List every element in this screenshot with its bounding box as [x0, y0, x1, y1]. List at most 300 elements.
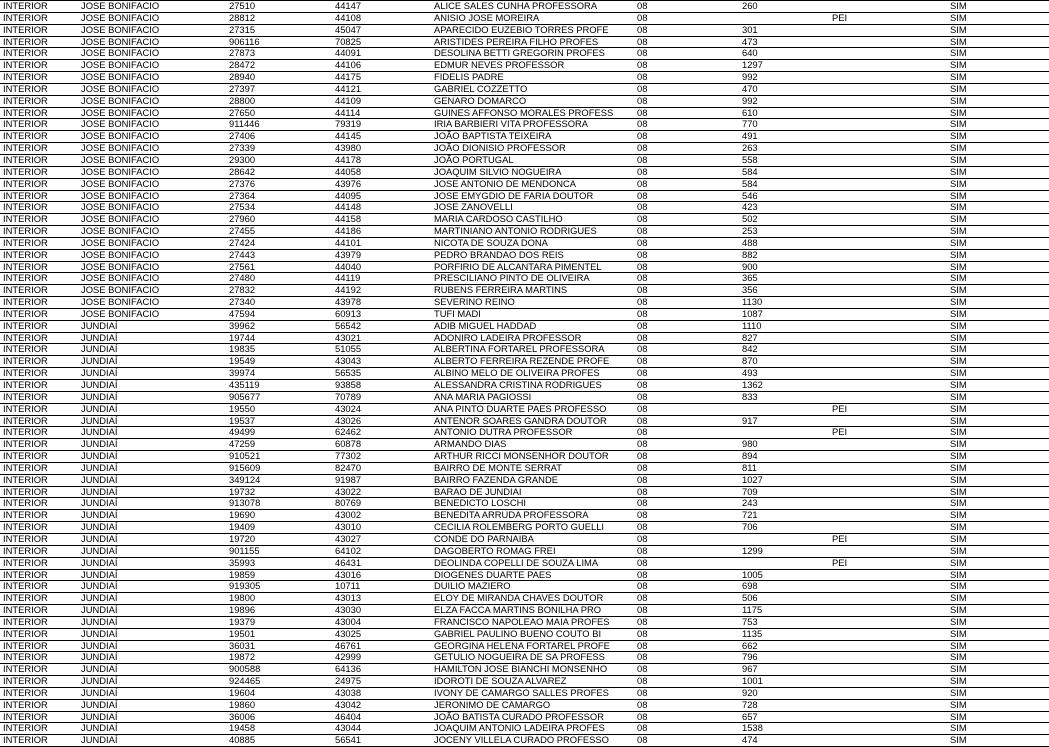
quantidade-cell: [739, 533, 829, 545]
codigo-cell: 44109: [332, 95, 431, 107]
municipio-cell: JUNDIAÍ: [78, 344, 226, 356]
status-cell: SIM: [947, 664, 1049, 676]
quantidade-cell: 1538: [739, 723, 829, 735]
quantidade-cell: 811: [739, 462, 829, 474]
status-cell: SIM: [947, 107, 1049, 119]
diretoria-cell: INTERIOR: [0, 24, 78, 36]
quantidade-cell: 584: [739, 166, 829, 178]
diretoria-cell: INTERIOR: [0, 533, 78, 545]
table-row: [0, 391, 1049, 403]
status-cell: SIM: [947, 36, 1049, 48]
quantidade-cell: 1110: [739, 320, 829, 332]
table-row: [0, 652, 1049, 664]
table-row: [0, 593, 1049, 605]
pei-cell: [829, 605, 947, 617]
escola-cell: BENEDICTO LOSCHI: [431, 498, 634, 510]
diretoria-cell: INTERIOR: [0, 344, 78, 356]
codigo-cell: 56535: [332, 368, 431, 380]
codigo-cell: 46404: [332, 711, 431, 723]
municipio-cell: JUNDIAÍ: [78, 640, 226, 652]
status-cell: SIM: [947, 202, 1049, 214]
escola-cell: JOCENY VILLELA CURADO PROFESSO: [431, 735, 634, 747]
table-row: [0, 190, 1049, 202]
table-row: [0, 12, 1049, 24]
codigo-cell: 28642: [226, 166, 332, 178]
diretoria-cell: INTERIOR: [0, 249, 78, 261]
numero-cell: 08: [634, 522, 739, 534]
pei-cell: [829, 581, 947, 593]
municipio-cell: JUNDIAÍ: [78, 545, 226, 557]
quantidade-cell: 488: [739, 237, 829, 249]
escola-cell: ALBERTO FERREIRA REZENDE PROFE: [431, 356, 634, 368]
pei-cell: [829, 72, 947, 84]
table-row: [0, 154, 1049, 166]
diretoria-cell: INTERIOR: [0, 368, 78, 380]
codigo-cell: 44114: [332, 107, 431, 119]
quantidade-cell: 356: [739, 285, 829, 297]
codigo-cell: 905677: [226, 391, 332, 403]
municipio-cell: JOSE BONIFACIO: [78, 1, 226, 13]
table-row: [0, 237, 1049, 249]
codigo-cell: 47259: [226, 439, 332, 451]
codigo-cell: 60878: [332, 439, 431, 451]
status-cell: SIM: [947, 83, 1049, 95]
status-cell: SIM: [947, 178, 1049, 190]
quantidade-cell: 301: [739, 24, 829, 36]
pei-cell: [829, 214, 947, 226]
codigo-cell: 27406: [226, 131, 332, 143]
escola-cell: JOÃO BAPTISTA TEIXEIRA: [431, 131, 634, 143]
table-row: [0, 344, 1049, 356]
table-row: [0, 226, 1049, 238]
status-cell: SIM: [947, 72, 1049, 84]
escola-cell: ADIB MIGUEL HADDAD: [431, 320, 634, 332]
codigo-cell: 19549: [226, 356, 332, 368]
status-cell: SIM: [947, 486, 1049, 498]
diretoria-cell: INTERIOR: [0, 226, 78, 238]
quantidade-cell: 470: [739, 83, 829, 95]
codigo-cell: 43043: [332, 356, 431, 368]
diretoria-cell: INTERIOR: [0, 332, 78, 344]
codigo-cell: 900588: [226, 664, 332, 676]
codigo-cell: 27480: [226, 273, 332, 285]
table-row: [0, 1, 1049, 13]
pei-cell: [829, 687, 947, 699]
codigo-cell: 19800: [226, 593, 332, 605]
status-cell: SIM: [947, 131, 1049, 143]
codigo-cell: 906116: [226, 36, 332, 48]
quantidade-cell: 967: [739, 664, 829, 676]
quantidade-cell: 474: [739, 735, 829, 747]
diretoria-cell: INTERIOR: [0, 403, 78, 415]
escola-cell: IRIA BARBIERI VITA PROFESSORA: [431, 119, 634, 131]
codigo-cell: 27424: [226, 237, 332, 249]
table-row: [0, 415, 1049, 427]
diretoria-cell: INTERIOR: [0, 178, 78, 190]
pei-cell: [829, 178, 947, 190]
escola-cell: ADONIRO LADEIRA PROFESSOR: [431, 332, 634, 344]
codigo-cell: 45047: [332, 24, 431, 36]
escola-cell: MARTINIANO ANTONIO RODRIGUES: [431, 226, 634, 238]
codigo-cell: 27339: [226, 143, 332, 155]
codigo-cell: 27650: [226, 107, 332, 119]
table-row: [0, 711, 1049, 723]
escola-cell: JOÃO DIONISIO PROFESSOR: [431, 143, 634, 155]
escola-cell: BAIRRO DE MONTE SERRAT: [431, 462, 634, 474]
table-row: [0, 166, 1049, 178]
codigo-cell: 44091: [332, 48, 431, 60]
escola-cell: HAMILTON JOSE BIANCHI MONSENHO: [431, 664, 634, 676]
escola-cell: PRESCILIANO PINTO DE OLIVEIRA: [431, 273, 634, 285]
codigo-cell: 27443: [226, 249, 332, 261]
table-row: [0, 451, 1049, 463]
escola-cell: DUILIO MAZIERO: [431, 581, 634, 593]
codigo-cell: 44095: [332, 190, 431, 202]
codigo-cell: 27832: [226, 285, 332, 297]
codigo-cell: 36006: [226, 711, 332, 723]
numero-cell: 08: [634, 498, 739, 510]
codigo-cell: 43010: [332, 522, 431, 534]
municipio-cell: JUNDIAÍ: [78, 522, 226, 534]
status-cell: SIM: [947, 687, 1049, 699]
diretoria-cell: INTERIOR: [0, 12, 78, 24]
escola-cell: DIOGENES DUARTE PAES: [431, 569, 634, 581]
codigo-cell: 43022: [332, 486, 431, 498]
escola-cell: JOAQUIM ANTONIO LADEIRA PROFES: [431, 723, 634, 735]
codigo-cell: 44178: [332, 154, 431, 166]
codigo-cell: 19501: [226, 628, 332, 640]
diretoria-cell: INTERIOR: [0, 261, 78, 273]
codigo-cell: 27960: [226, 214, 332, 226]
codigo-cell: 44145: [332, 131, 431, 143]
codigo-cell: 51055: [332, 344, 431, 356]
codigo-cell: 43980: [332, 143, 431, 155]
numero-cell: 08: [634, 510, 739, 522]
codigo-cell: 62462: [332, 427, 431, 439]
numero-cell: 08: [634, 95, 739, 107]
codigo-cell: 27561: [226, 261, 332, 273]
numero-cell: 08: [634, 368, 739, 380]
pei-cell: [829, 391, 947, 403]
escola-cell: JOSE EMYGDIO DE FARIA DOUTOR: [431, 190, 634, 202]
municipio-cell: JOSE BONIFACIO: [78, 154, 226, 166]
table-row: [0, 202, 1049, 214]
diretoria-cell: INTERIOR: [0, 356, 78, 368]
escola-cell: TUFI MADI: [431, 308, 634, 320]
diretoria-cell: INTERIOR: [0, 557, 78, 569]
municipio-cell: JOSE BONIFACIO: [78, 166, 226, 178]
pei-cell: [829, 344, 947, 356]
codigo-cell: 44119: [332, 273, 431, 285]
codigo-cell: 43979: [332, 249, 431, 261]
quantidade-cell: 1297: [739, 60, 829, 72]
diretoria-cell: INTERIOR: [0, 462, 78, 474]
pei-cell: [829, 474, 947, 486]
escola-cell: IVONY DE CAMARGO SALLES PROFES: [431, 687, 634, 699]
escola-cell: MARIA CARDOSO CASTILHO: [431, 214, 634, 226]
quantidade-cell: 558: [739, 154, 829, 166]
codigo-cell: 19537: [226, 415, 332, 427]
numero-cell: 08: [634, 202, 739, 214]
pei-cell: PEI: [829, 12, 947, 24]
status-cell: SIM: [947, 427, 1049, 439]
diretoria-cell: INTERIOR: [0, 486, 78, 498]
quantidade-cell: 920: [739, 687, 829, 699]
diretoria-cell: INTERIOR: [0, 119, 78, 131]
diretoria-cell: INTERIOR: [0, 699, 78, 711]
municipio-cell: JOSE BONIFACIO: [78, 83, 226, 95]
numero-cell: 08: [634, 545, 739, 557]
status-cell: SIM: [947, 545, 1049, 557]
escola-cell: PORFIRIO DE ALCANTARA PIMENTEL: [431, 261, 634, 273]
codigo-cell: 44058: [332, 166, 431, 178]
codigo-cell: 91987: [332, 474, 431, 486]
codigo-cell: 349124: [226, 474, 332, 486]
quantidade-cell: [739, 12, 829, 24]
table-row: [0, 533, 1049, 545]
table-row: [0, 403, 1049, 415]
codigo-cell: 924465: [226, 676, 332, 688]
table-row: [0, 640, 1049, 652]
escola-cell: ANTENOR SOARES GANDRA DOUTOR: [431, 415, 634, 427]
codigo-cell: 27873: [226, 48, 332, 60]
diretoria-cell: INTERIOR: [0, 522, 78, 534]
status-cell: SIM: [947, 474, 1049, 486]
diretoria-cell: INTERIOR: [0, 676, 78, 688]
codigo-cell: 19896: [226, 605, 332, 617]
quantidade-cell: 260: [739, 1, 829, 13]
pei-cell: [829, 723, 947, 735]
escola-cell: CONDE DO PARNAIBA: [431, 533, 634, 545]
diretoria-cell: INTERIOR: [0, 474, 78, 486]
diretoria-cell: INTERIOR: [0, 83, 78, 95]
codigo-cell: 43044: [332, 723, 431, 735]
municipio-cell: JOSE BONIFACIO: [78, 261, 226, 273]
status-cell: SIM: [947, 166, 1049, 178]
numero-cell: 08: [634, 166, 739, 178]
diretoria-cell: INTERIOR: [0, 190, 78, 202]
table-row: [0, 214, 1049, 226]
municipio-cell: JUNDIAÍ: [78, 498, 226, 510]
diretoria-cell: INTERIOR: [0, 273, 78, 285]
table-row: [0, 24, 1049, 36]
quantidade-cell: 502: [739, 214, 829, 226]
quantidade-cell: 770: [739, 119, 829, 131]
codigo-cell: 43021: [332, 332, 431, 344]
codigo-cell: 43013: [332, 593, 431, 605]
municipio-cell: JOSE BONIFACIO: [78, 237, 226, 249]
municipio-cell: JOSE BONIFACIO: [78, 119, 226, 131]
escola-cell: PEDRO BRANDAO DOS REIS: [431, 249, 634, 261]
codigo-cell: 80769: [332, 498, 431, 510]
table-row: [0, 83, 1049, 95]
codigo-cell: 19690: [226, 510, 332, 522]
quantidade-cell: 842: [739, 344, 829, 356]
numero-cell: 08: [634, 652, 739, 664]
codigo-cell: 43042: [332, 699, 431, 711]
diretoria-cell: INTERIOR: [0, 723, 78, 735]
codigo-cell: 910521: [226, 451, 332, 463]
table-row: [0, 664, 1049, 676]
numero-cell: 08: [634, 24, 739, 36]
municipio-cell: JUNDIAÍ: [78, 676, 226, 688]
escola-cell: FIDELIS PADRE: [431, 72, 634, 84]
status-cell: SIM: [947, 320, 1049, 332]
status-cell: SIM: [947, 190, 1049, 202]
status-cell: SIM: [947, 48, 1049, 60]
municipio-cell: JUNDIAÍ: [78, 593, 226, 605]
pei-cell: [829, 308, 947, 320]
quantidade-cell: 253: [739, 226, 829, 238]
quantidade-cell: [739, 557, 829, 569]
diretoria-cell: INTERIOR: [0, 48, 78, 60]
quantidade-cell: 833: [739, 391, 829, 403]
quantidade-cell: 365: [739, 273, 829, 285]
table-row: [0, 474, 1049, 486]
numero-cell: 08: [634, 533, 739, 545]
pei-cell: [829, 166, 947, 178]
numero-cell: 08: [634, 178, 739, 190]
quantidade-cell: 1362: [739, 380, 829, 392]
table-row: [0, 486, 1049, 498]
escola-cell: BENEDITA ARRUDA PROFESSORA: [431, 510, 634, 522]
escola-cell: JOÃO BATISTA CURADO PROFESSOR: [431, 711, 634, 723]
codigo-cell: 39962: [226, 320, 332, 332]
municipio-cell: JOSE BONIFACIO: [78, 48, 226, 60]
table-row: [0, 356, 1049, 368]
codigo-cell: 913078: [226, 498, 332, 510]
pei-cell: PEI: [829, 403, 947, 415]
escola-cell: GEORGINA HELENA FORTAREL PROFE: [431, 640, 634, 652]
table-row: [0, 320, 1049, 332]
municipio-cell: JUNDIAÍ: [78, 557, 226, 569]
escola-cell: ELZA FACCA MARTINS BONILHA PRO: [431, 605, 634, 617]
municipio-cell: JUNDIAÍ: [78, 687, 226, 699]
municipio-cell: JUNDIAÍ: [78, 581, 226, 593]
numero-cell: 08: [634, 226, 739, 238]
escola-cell: ARTHUR RICCI MONSENHOR DOUTOR: [431, 451, 634, 463]
codigo-cell: 44175: [332, 72, 431, 84]
pei-cell: [829, 664, 947, 676]
quantidade-cell: 827: [739, 332, 829, 344]
diretoria-cell: INTERIOR: [0, 214, 78, 226]
codigo-cell: 43038: [332, 687, 431, 699]
codigo-cell: 19835: [226, 344, 332, 356]
pei-cell: [829, 261, 947, 273]
status-cell: SIM: [947, 605, 1049, 617]
pei-cell: [829, 652, 947, 664]
status-cell: SIM: [947, 214, 1049, 226]
table-row: [0, 427, 1049, 439]
pei-cell: [829, 83, 947, 95]
pei-cell: [829, 545, 947, 557]
municipio-cell: JUNDIAÍ: [78, 569, 226, 581]
pei-cell: [829, 154, 947, 166]
numero-cell: 08: [634, 723, 739, 735]
pei-cell: [829, 24, 947, 36]
codigo-cell: 35993: [226, 557, 332, 569]
status-cell: SIM: [947, 415, 1049, 427]
numero-cell: 08: [634, 285, 739, 297]
quantidade-cell: 753: [739, 616, 829, 628]
municipio-cell: JUNDIAÍ: [78, 486, 226, 498]
status-cell: SIM: [947, 616, 1049, 628]
codigo-cell: 40885: [226, 735, 332, 747]
diretoria-cell: INTERIOR: [0, 415, 78, 427]
quantidade-cell: 506: [739, 593, 829, 605]
status-cell: SIM: [947, 95, 1049, 107]
diretoria-cell: INTERIOR: [0, 616, 78, 628]
codigo-cell: 915609: [226, 462, 332, 474]
table-row: [0, 699, 1049, 711]
numero-cell: 08: [634, 190, 739, 202]
status-cell: SIM: [947, 261, 1049, 273]
numero-cell: 08: [634, 332, 739, 344]
status-cell: SIM: [947, 652, 1049, 664]
status-cell: SIM: [947, 143, 1049, 155]
municipio-cell: JUNDIAÍ: [78, 699, 226, 711]
codigo-cell: 44121: [332, 83, 431, 95]
numero-cell: 08: [634, 616, 739, 628]
codigo-cell: 27397: [226, 83, 332, 95]
diretoria-cell: INTERIOR: [0, 664, 78, 676]
status-cell: SIM: [947, 12, 1049, 24]
municipio-cell: JOSE BONIFACIO: [78, 297, 226, 309]
pei-cell: [829, 380, 947, 392]
pei-cell: [829, 486, 947, 498]
diretoria-cell: INTERIOR: [0, 569, 78, 581]
diretoria-cell: INTERIOR: [0, 107, 78, 119]
numero-cell: 08: [634, 569, 739, 581]
numero-cell: 08: [634, 107, 739, 119]
table-row: [0, 48, 1049, 60]
municipio-cell: JUNDIAÍ: [78, 605, 226, 617]
status-cell: SIM: [947, 332, 1049, 344]
pei-cell: [829, 237, 947, 249]
numero-cell: 08: [634, 48, 739, 60]
codigo-cell: 64136: [332, 664, 431, 676]
numero-cell: 08: [634, 687, 739, 699]
diretoria-cell: INTERIOR: [0, 36, 78, 48]
codigo-cell: 70789: [332, 391, 431, 403]
municipio-cell: JUNDIAÍ: [78, 380, 226, 392]
diretoria-cell: INTERIOR: [0, 640, 78, 652]
codigo-cell: 56541: [332, 735, 431, 747]
pei-cell: [829, 699, 947, 711]
codigo-cell: 43004: [332, 616, 431, 628]
codigo-cell: 19744: [226, 332, 332, 344]
escola-cell: NICOTA DE SOUZA DONA: [431, 237, 634, 249]
municipio-cell: JUNDIAÍ: [78, 664, 226, 676]
table-row: [0, 368, 1049, 380]
pei-cell: [829, 628, 947, 640]
pei-cell: [829, 522, 947, 534]
quantidade-cell: 657: [739, 711, 829, 723]
diretoria-cell: INTERIOR: [0, 285, 78, 297]
diretoria-cell: INTERIOR: [0, 202, 78, 214]
table-row: [0, 72, 1049, 84]
status-cell: SIM: [947, 154, 1049, 166]
municipio-cell: JUNDIAÍ: [78, 474, 226, 486]
municipio-cell: JUNDIAÍ: [78, 439, 226, 451]
municipio-cell: JUNDIAÍ: [78, 652, 226, 664]
diretoria-cell: INTERIOR: [0, 605, 78, 617]
pei-cell: [829, 332, 947, 344]
table-row: [0, 332, 1049, 344]
table-row: [0, 273, 1049, 285]
table-row: [0, 178, 1049, 190]
quantidade-cell: 1135: [739, 628, 829, 640]
